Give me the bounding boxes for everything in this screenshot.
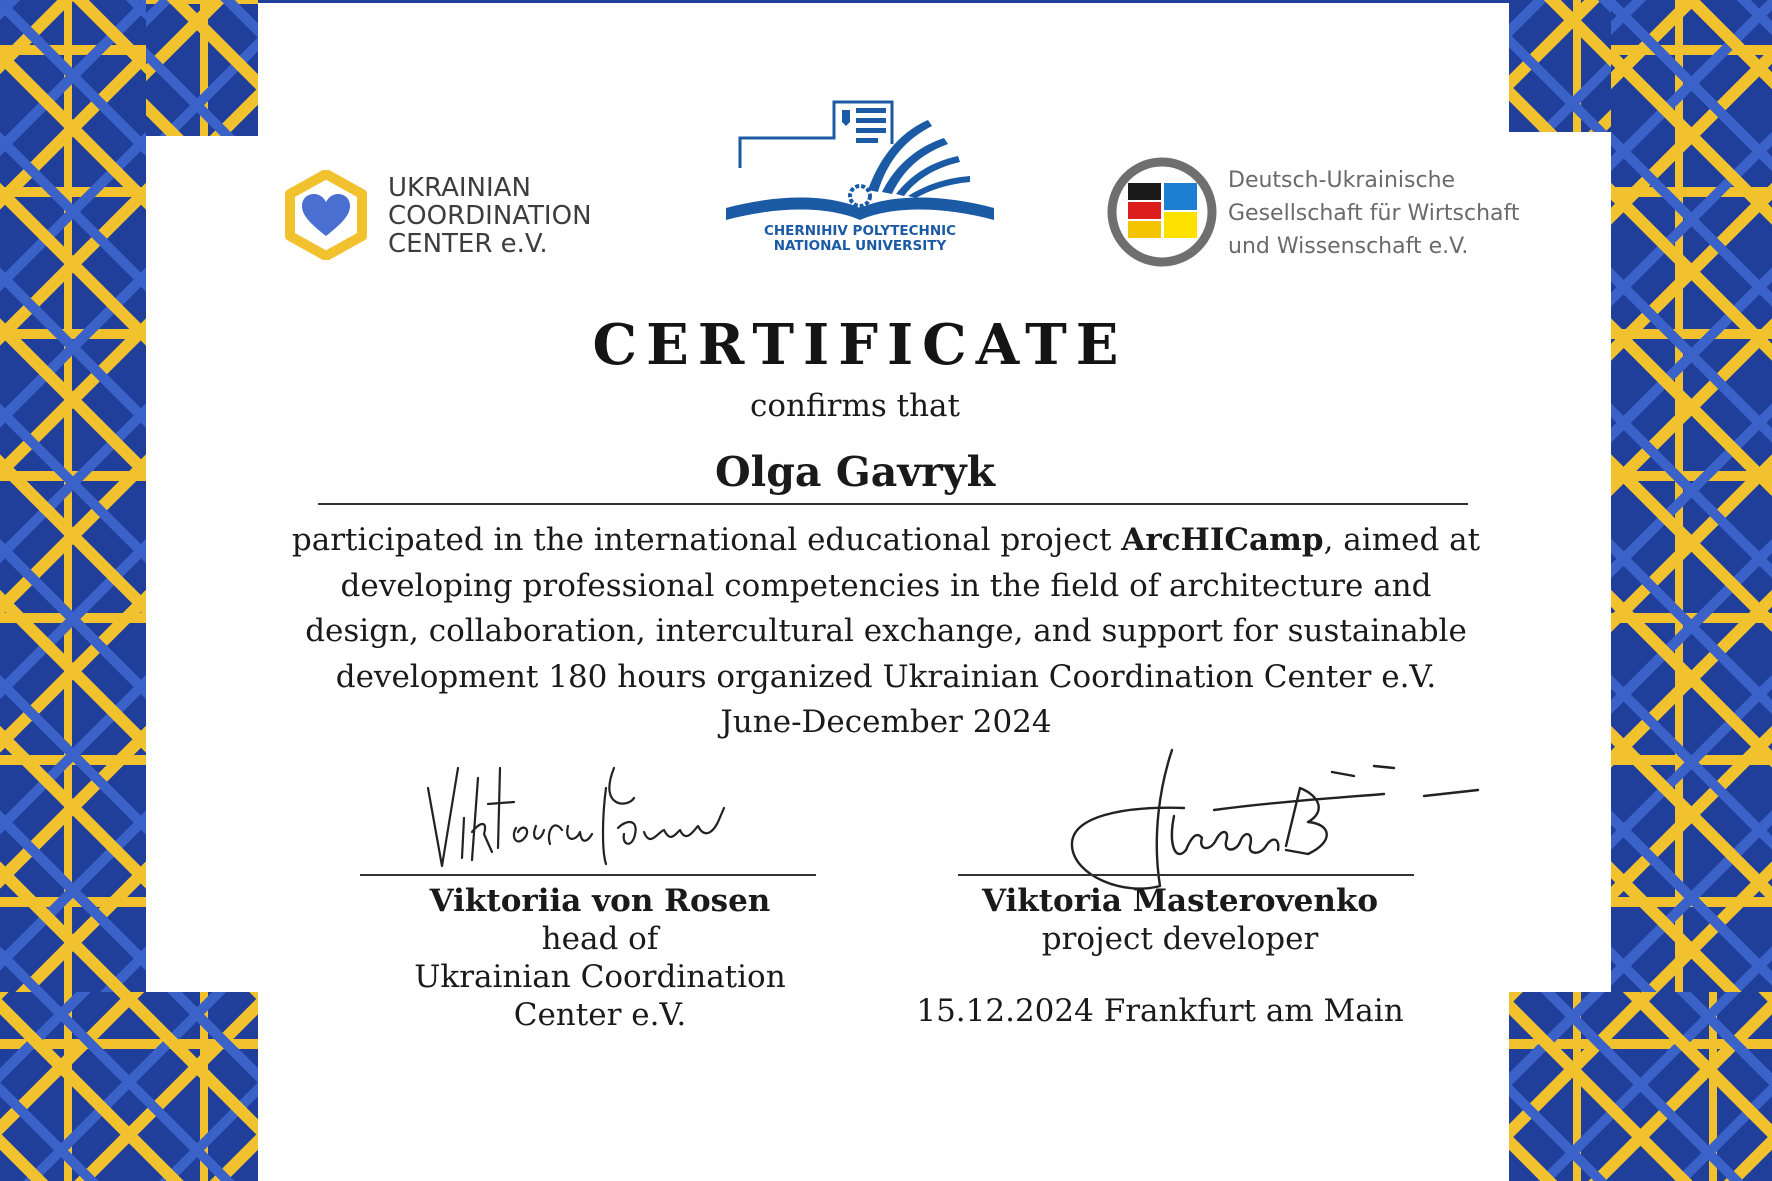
cpnu-logo bbox=[718, 96, 1002, 261]
signatory-right-role: project developer bbox=[1041, 921, 1319, 957]
handwritten-signature-icon bbox=[418, 748, 758, 876]
recipient-name: Olga Gavryk bbox=[714, 448, 996, 496]
ucc-logo bbox=[284, 170, 634, 262]
body-line-3: design, collaboration, intercultural exchange, and support for sustainable bbox=[305, 613, 1467, 649]
signatory-left-name: Viktoriia von Rosen bbox=[429, 883, 771, 919]
ucc-logo-line-3: CENTER e.V. bbox=[388, 229, 548, 259]
dug-logo-line-1: Deutsch-Ukrainische bbox=[1228, 168, 1456, 193]
signatory-left-role-3: Center e.V. bbox=[513, 997, 687, 1033]
body-line-1-post: , aimed at bbox=[1323, 522, 1481, 558]
body-line-1-pre: participated in the international educational project bbox=[291, 522, 1122, 558]
signatory-left-role-2: Ukrainian Coordination bbox=[414, 959, 786, 995]
signature-line-right bbox=[958, 874, 1414, 876]
body-line-1 bbox=[250, 518, 1522, 564]
body-line-2: developing professional competencies in the field of architecture and bbox=[340, 567, 1432, 604]
certificate-body bbox=[250, 518, 1522, 746]
dug-logo-line-3: und Wissenschaft e.V. bbox=[1228, 234, 1469, 259]
confirms-text: confirms that bbox=[749, 388, 960, 424]
heart-hexagon-icon bbox=[284, 170, 368, 260]
ucc-logo-line-2: COORDINATION bbox=[388, 201, 592, 231]
university-book-icon bbox=[718, 96, 1002, 222]
germany-ukraine-flag-circle-icon bbox=[1106, 156, 1218, 268]
certificate-title: CERTIFICATE bbox=[592, 312, 1128, 378]
cpnu-logo-line-1: CHERNIHIV POLYTECHNIC bbox=[763, 223, 957, 239]
signatory-left-role-1: head of bbox=[541, 921, 659, 957]
ucc-logo-line-1: UKRAINIAN bbox=[388, 173, 531, 203]
body-line-4: development 180 hours organized Ukrainian Coordination Center e.V. bbox=[335, 658, 1437, 695]
recipient-underline bbox=[318, 503, 1468, 505]
signatory-left bbox=[370, 882, 830, 1034]
signature-line-left bbox=[360, 874, 816, 876]
project-period: June-December 2024 bbox=[720, 704, 1052, 740]
cpnu-logo-line-2: NATIONAL UNIVERSITY bbox=[773, 238, 947, 254]
dug-logo-line-2: Gesellschaft für Wirtschaft bbox=[1228, 201, 1520, 226]
date-place: 15.12.2024 Frankfurt am Main bbox=[916, 993, 1404, 1029]
signatory-right bbox=[940, 882, 1420, 958]
project-name: ArcHICamp bbox=[1121, 522, 1324, 558]
dug-logo bbox=[1106, 156, 1556, 268]
signatory-right-name: Viktoria Masterovenko bbox=[981, 883, 1379, 919]
